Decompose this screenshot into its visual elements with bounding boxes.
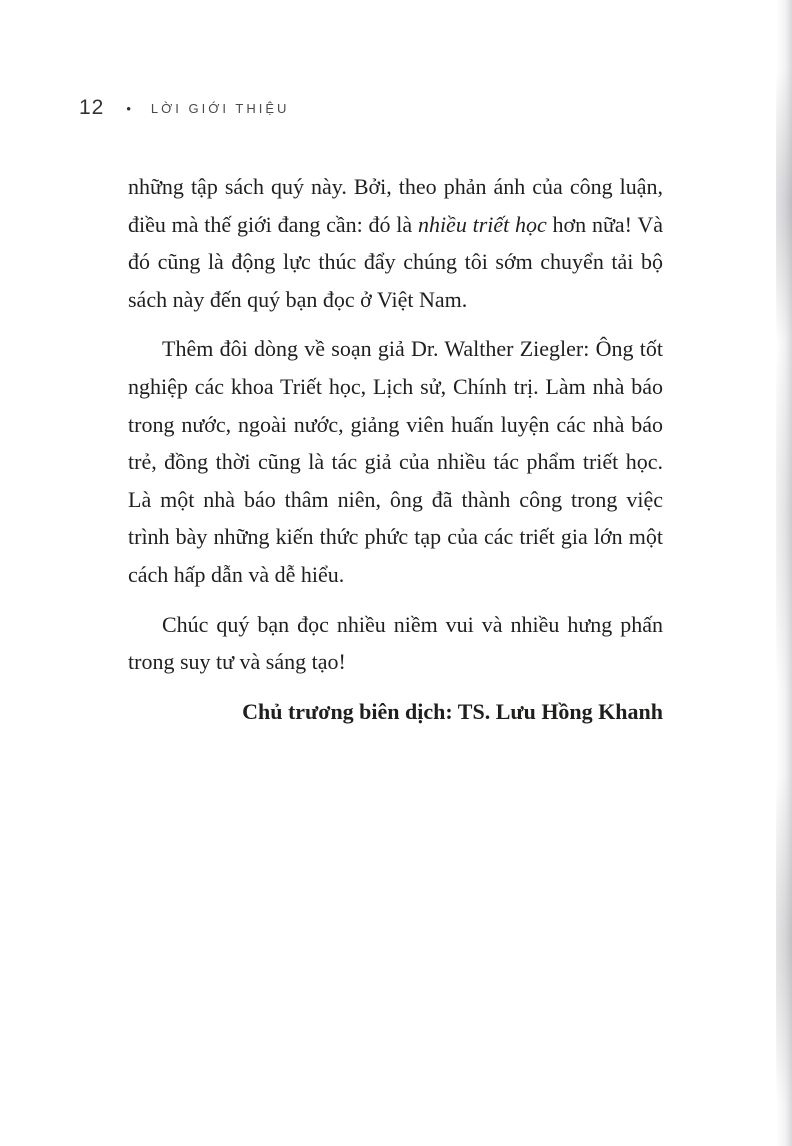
- paragraph-wishes: Chúc quý bạn đọc nhiều niềm vui và nhiều hưng phấn trong suy tư và sáng tạo!: [128, 611, 663, 675]
- running-header-title: LỜI GIỚI THIỆU: [150, 100, 290, 116]
- paragraph-continuation: [128, 168, 663, 318]
- translation-credit: Chủ trương biên dịch: TS. Lưu Hồng Khanh: [242, 698, 663, 724]
- paragraph-author-bio: Thêm đôi dòng về soạn giả Dr. Walther Ziegler: Ông tốt nghiệp các khoa Triết học, Lịch sử, Chính trị. Làm nhà báo trong nước, ngoài nước, giảng viên huấn luyện các nhà báo trẻ, đồng thời cũng là tác giả của nhiều tác phẩm triết học. Là một nhà báo thâm niên, ông đã thành công trong việc trình bày những kiến thức phức tạp của các triết gia lớn một cách hấp dẫn và dễ hiểu.: [128, 336, 663, 587]
- paragraph-text: hơn nữa! Và đó cũng là động lực thúc đẩy chúng tôi sớm chuyển tải bộ sách này đến quý bạn đọc ở Việt Nam.: [128, 211, 663, 312]
- header-bullet-icon: •: [126, 100, 131, 116]
- paragraph-text: những tập sách quý này. Bởi, theo phản ánh của công luận, điều mà thế giới đang cần: đó là: [128, 174, 663, 237]
- page-body: [128, 168, 663, 730]
- page-number: 12: [79, 96, 105, 119]
- italic-phrase: nhiều triết học: [417, 211, 547, 237]
- running-header: [79, 96, 289, 120]
- page-edge-texture: [776, 0, 792, 1146]
